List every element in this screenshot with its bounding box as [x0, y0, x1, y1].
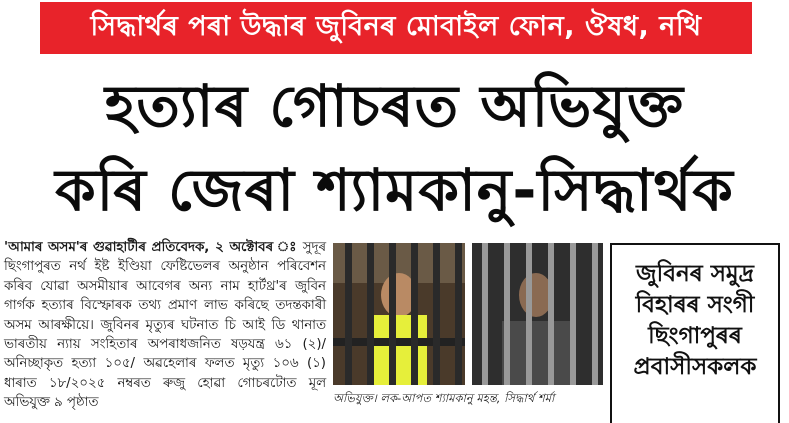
article-body: [4, 238, 326, 413]
headline-line-2: কৰি জেৰা শ্যামকানু-সিদ্ধাৰ্থক: [55, 156, 734, 224]
article-text: সুদূৰ ছিংগাপুৰত নৰ্থ ইষ্ট ইণ্ডিয়া ফেষ্টিভেলৰ অনুষ্ঠান পৰিবেশন কৰিব যোৱা অসমীয়াৰ আবেগৰ অন্য নাম হাৰ্টথ্ৰ'ৰ জুবিন গাৰ্গক হত্যাৰ বিস্ফোৰক তথ্য প্ৰমাণ লাভ কৰিছে তদন্তকাৰী অসম আৰক্ষীয়ে। জুবিনৰ মৃত্যুৰ ঘটনাত চি আই ডি থানাত ভাৰতীয় ন্যায় সংহিতাৰ অপৰাধজনিত ষড়যন্ত্ৰ ৬১ (২)/ অনিচ্ছাকৃত হত্যা ১০৫/ অৱহেলাৰ ফলত মৃত্যু ১০৬ (১) ধাৰাত ১৮/২০২৫ নম্বৰত ৰুজু হোৱা গোচৰটোত মূল অভিযুক্ত ৯ পৃষ্ঠাত: [4, 240, 326, 411]
banner-text: সিদ্ধাৰ্থৰ পৰা উদ্ধাৰ জুবিনৰ মোবাইল ফোন, ঔষধ, নথি: [90, 10, 702, 42]
sidebox-line-3: ছিংগাপুৰৰ: [648, 323, 742, 349]
photo-caption: অভিযুক্ত। লক-আপত শ্যামকানু মহন্ত, সিদ্ধাৰ্থ শৰ্মা: [333, 391, 555, 405]
headline-line-1: হত্যাৰ গোচৰত অভিযুক্ত: [104, 72, 685, 140]
lockup-photo-2: [472, 243, 603, 385]
jail-bars-illustration: [472, 243, 603, 385]
article-dateline: 'আমাৰ অসম'ৰ গুৱাহাটীৰ প্ৰতিবেদক, ২ অক্টোবৰ ঃ: [4, 240, 298, 255]
sidebox-line-4: প্ৰবাসীসকলক: [633, 354, 757, 380]
sidebox-line-1: জুবিনৰ সমুদ্ৰ: [636, 261, 754, 287]
sidebar-teaser-box: [610, 243, 780, 423]
lockup-photo-1: [333, 243, 465, 385]
sidebox-line-2: বিহাৰৰ সংগী: [635, 292, 755, 318]
jail-bars-illustration: [333, 243, 465, 385]
top-banner: [40, 2, 752, 54]
